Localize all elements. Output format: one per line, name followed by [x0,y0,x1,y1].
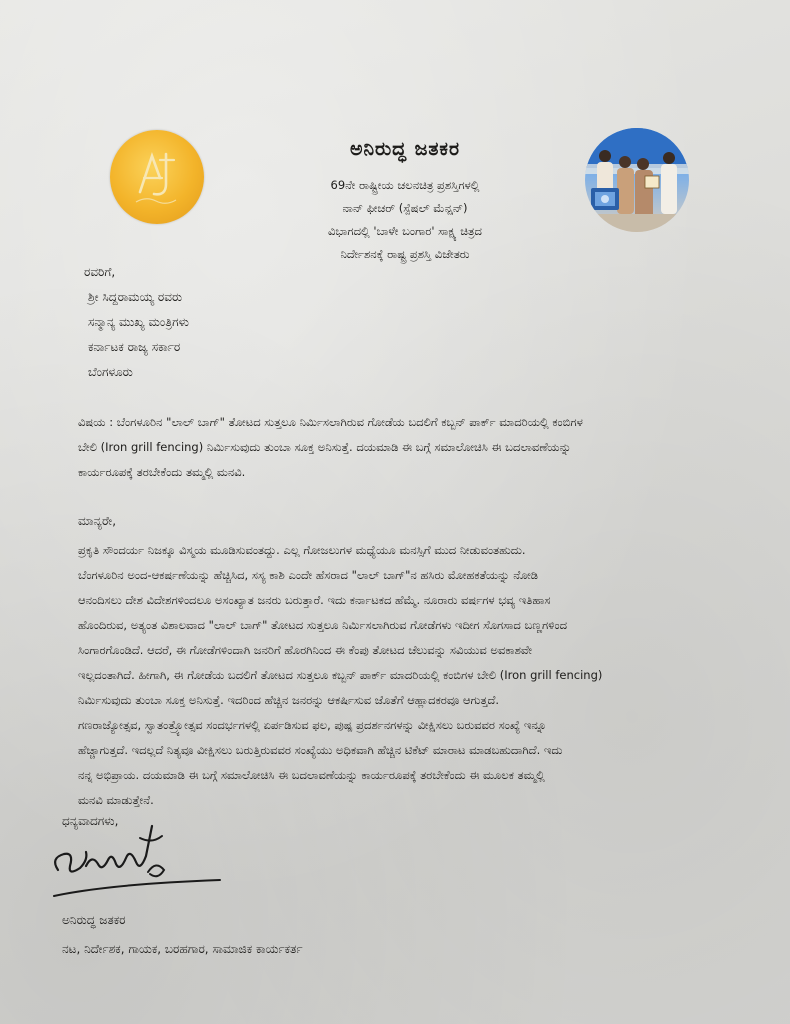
letterhead-line: ನಾನ್ ಫೀಚರ್ (ಸ್ಪೆಷಲ್ ಮೆನ್ಷನ್) [342,201,468,215]
subject-line: ಕಾರ್ಯರೂಪಕ್ಕೆ ತರಬೇಕೆಂದು ತಮ್ಮಲ್ಲಿ ಮನವಿ. [78,465,246,479]
letterhead [250,138,560,266]
monogram-logo-icon [110,130,204,224]
address-line: ಶ್ರೀ ಸಿದ್ದರಾಮಯ್ಯ ರವರು [88,290,183,304]
letterhead-line: 69ನೇ ರಾಷ್ಟ್ರೀಯ ಚಲನಚಿತ್ರ ಪ್ರಶಸ್ತಿಗಳಲ್ಲಿ [330,178,480,192]
letterhead-title: ಅನಿರುದ್ಧ ಜತಕರ [349,138,461,160]
body-line: ನನ್ನ ಅಭಿಪ್ರಾಯ. ದಯಮಾಡಿ ಈ ಬಗ್ಗೆ ಸಮಾಲೋಚಿಸಿ ಈ ಬದಲಾವಣೆಯನ್ನು ಕಾರ್ಯರೂಪಕ್ಕೆ ತರಬೇಕೆಂದು ಈ ಮೂಲಕ ತಮ್ಮಲ್ಲಿ [78,768,545,782]
address-line: ಕರ್ನಾಟಕ ರಾಜ್ಯ ಸರ್ಕಾರ [88,340,181,354]
body-line: ಬೆಂಗಳೂರಿನ ಅಂದ-ಆಕರ್ಷಣೆಯನ್ನು ಹೆಚ್ಚಿಸಿದ, ಸಸ್ಯ ಕಾಶಿ ಎಂದೇ ಹೆಸರಾದ "ಲಾಲ್ ಬಾಗ್"ನ ಹಸಿರು ಮೋಹಕತೆಯನ್ನು ನೋಡಿ [78,568,539,582]
signatory-name: ಅನಿರುದ್ಧ ಜತಕರ [62,913,126,927]
letter-body [78,538,698,813]
subject-line: ವಿಷಯ : ಬೆಂಗಳೂರಿನ "ಲಾಲ್ ಬಾಗ್" ತೋಟದ ಸುತ್ತಲೂ ನಿರ್ಮಿಸಲಾಗಿರುವ ಗೋಡೆಯ ಬದಲಿಗೆ ಕಬ್ಬನ್ ಪಾರ್ಕ್ ಮಾದರಿಯಲ್ಲಿ ಕಂಬಿಗಳ [78,415,583,429]
signatory-designation: ನಟ, ನಿರ್ದೇಶಕ, ಗಾಯಕ, ಬರಹಗಾರ, ಸಾಮಾಜಿಕ ಕಾರ್ಯಕರ್ತ [62,942,303,956]
address-line: ಸನ್ಮಾನ್ಯ ಮುಖ್ಯ ಮಂತ್ರಿಗಳು [88,315,189,329]
body-line: ಸಿಂಗಾರಗೊಂಡಿದೆ. ಆದರೆ, ಈ ಗೋಡೆಗಳಿಂದಾಗಿ ಜನರಿಗೆ ಹೊರಗಿನಿಂದ ಈ ಕೆಂಪು ತೋಟದ ಚೆಲುವನ್ನು ಸವಿಯುವ ಅವಕಾಶವೇ [78,643,533,657]
body-line: ಹೆಚ್ಚಾಗುತ್ತದೆ. ಇದಲ್ಲದೆ ನಿತ್ಯವೂ ವೀಕ್ಷಿಸಲು ಬರುತ್ತಿರುವವರ ಸಂಖ್ಯೆಯು ಅಧಿಕವಾಗಿ ಹೆಚ್ಚಿನ ಟಿಕೆಟ್ ಮಾರಾಟ ಮಾಡಬಹುದಾಗಿದೆ. ಇದು [78,743,563,757]
body-line: ಇಲ್ಲದಂತಾಗಿದೆ. ಹೀಗಾಗಿ, ಈ ಗೋಡೆಯ ಬದಲಿಗೆ ತೋಟದ ಸುತ್ತಲೂ ಕಬ್ಬನ್ ಪಾರ್ಕ್ ಮಾದರಿಯಲ್ಲಿ ಕಂಬಿಗಳ ಬೇಲಿ (Iron grill fencing) [78,668,603,682]
letterhead-line: ವಿಭಾಗದಲ್ಲಿ 'ಬಾಳೇ ಬಂಗಾರ' ಸಾಕ್ಷ್ಯ ಚಿತ್ರದ [328,224,482,238]
address-line: ಬೆಂಗಳೂರು [88,365,133,379]
salutation-to: ರವರಿಗೆ, [84,265,116,279]
letter-subject [78,410,703,485]
body-line: ಗಣರಾಜ್ಯೋತ್ಸವ, ಸ್ವಾತಂತ್ರ್ಯೋತ್ಸವ ಸಂದರ್ಭಗಳಲ್ಲಿ ಏರ್ಪಡಿಸುವ ಫಲ, ಪುಷ್ಪ ಪ್ರದರ್ಶನಗಳನ್ನು ವೀಕ್ಷಿಸಲು ಬರುವವರ ಸಂಖ್ಯೆ ಇನ್ನೂ [78,718,547,732]
award-ceremony-image-icon [585,128,689,232]
closing-thanks: ಧನ್ಯವಾದಗಳು, [62,814,119,828]
letterhead-line: ನಿರ್ದೇಶನಕ್ಕೆ ರಾಷ್ಟ್ರ ಪ್ರಶಸ್ತಿ ವಿಜೇತರು [340,247,470,261]
award-photo [585,128,689,232]
body-line: ನಿರ್ಮಿಸುವುದು ತುಂಬಾ ಸೂಕ್ತ ಅನಿಸುತ್ತೆ. ಇದರಿಂದ ಹೆಚ್ಚಿನ ಜನರನ್ನು ಆಕರ್ಷಿಸುವ ಜೊತೆಗೆ ಆಹ್ಲಾದಕರವೂ ಆಗುತ್ತದೆ. [78,693,500,707]
subject-line: ಬೇಲಿ (Iron grill fencing) ನಿರ್ಮಿಸುವುದು ತುಂಬಾ ಸೂಕ್ತ ಅನಿಸುತ್ತೆ. ದಯಮಾಡಿ ಈ ಬಗ್ಗೆ ಸಮಾಲೋಚಿಸಿ ಈ ಬದಲಾವಣೆಯನ್ನು [78,440,572,454]
greeting: ಮಾನ್ಯರೇ, [78,514,117,528]
brand-logo [110,130,204,224]
body-line: ಮನವಿ ಮಾಡುತ್ತೇನೆ. [78,793,154,807]
body-line: ಹೊಂದಿರುವ, ಅತ್ಯಂತ ವಿಶಾಲವಾದ "ಲಾಲ್ ಬಾಗ್" ತೋಟದ ಸುತ್ತಲೂ ನಿರ್ಮಿಸಲಾಗಿರುವ ಗೋಡೆಗಳು ಇದೀಗ ಸೊಗಸಾದ ಬಣ್ಣಗಳಿಂದ [78,618,568,632]
body-line: ಪ್ರಕೃತಿ ಸೌಂದರ್ಯ ನಿಜಕ್ಕೂ ವಿಸ್ಮಯ ಮೂಡಿಸುವಂತದ್ದು. ಎಲ್ಲ ಗೋಜಲುಗಳ ಮಧ್ಯೆಯೂ ಮನಸ್ಸಿಗೆ ಮುದ ನೀಡುವಂತಹುದು. [78,543,526,557]
recipient-address [78,260,189,385]
body-line: ಆನಂದಿಸಲು ದೇಶ ವಿದೇಶಗಳಿಂದಲೂ ಅಸಂಖ್ಯಾತ ಜನರು ಬರುತ್ತಾರೆ. ಇದು ಕರ್ನಾಟಕದ ಹೆಮ್ಮೆ. ನೂರಾರು ವರ್ಷಗಳ ಭವ್ಯ ಇತಿಹಾಸ [78,593,551,607]
handwritten-signature-icon [40,818,240,910]
